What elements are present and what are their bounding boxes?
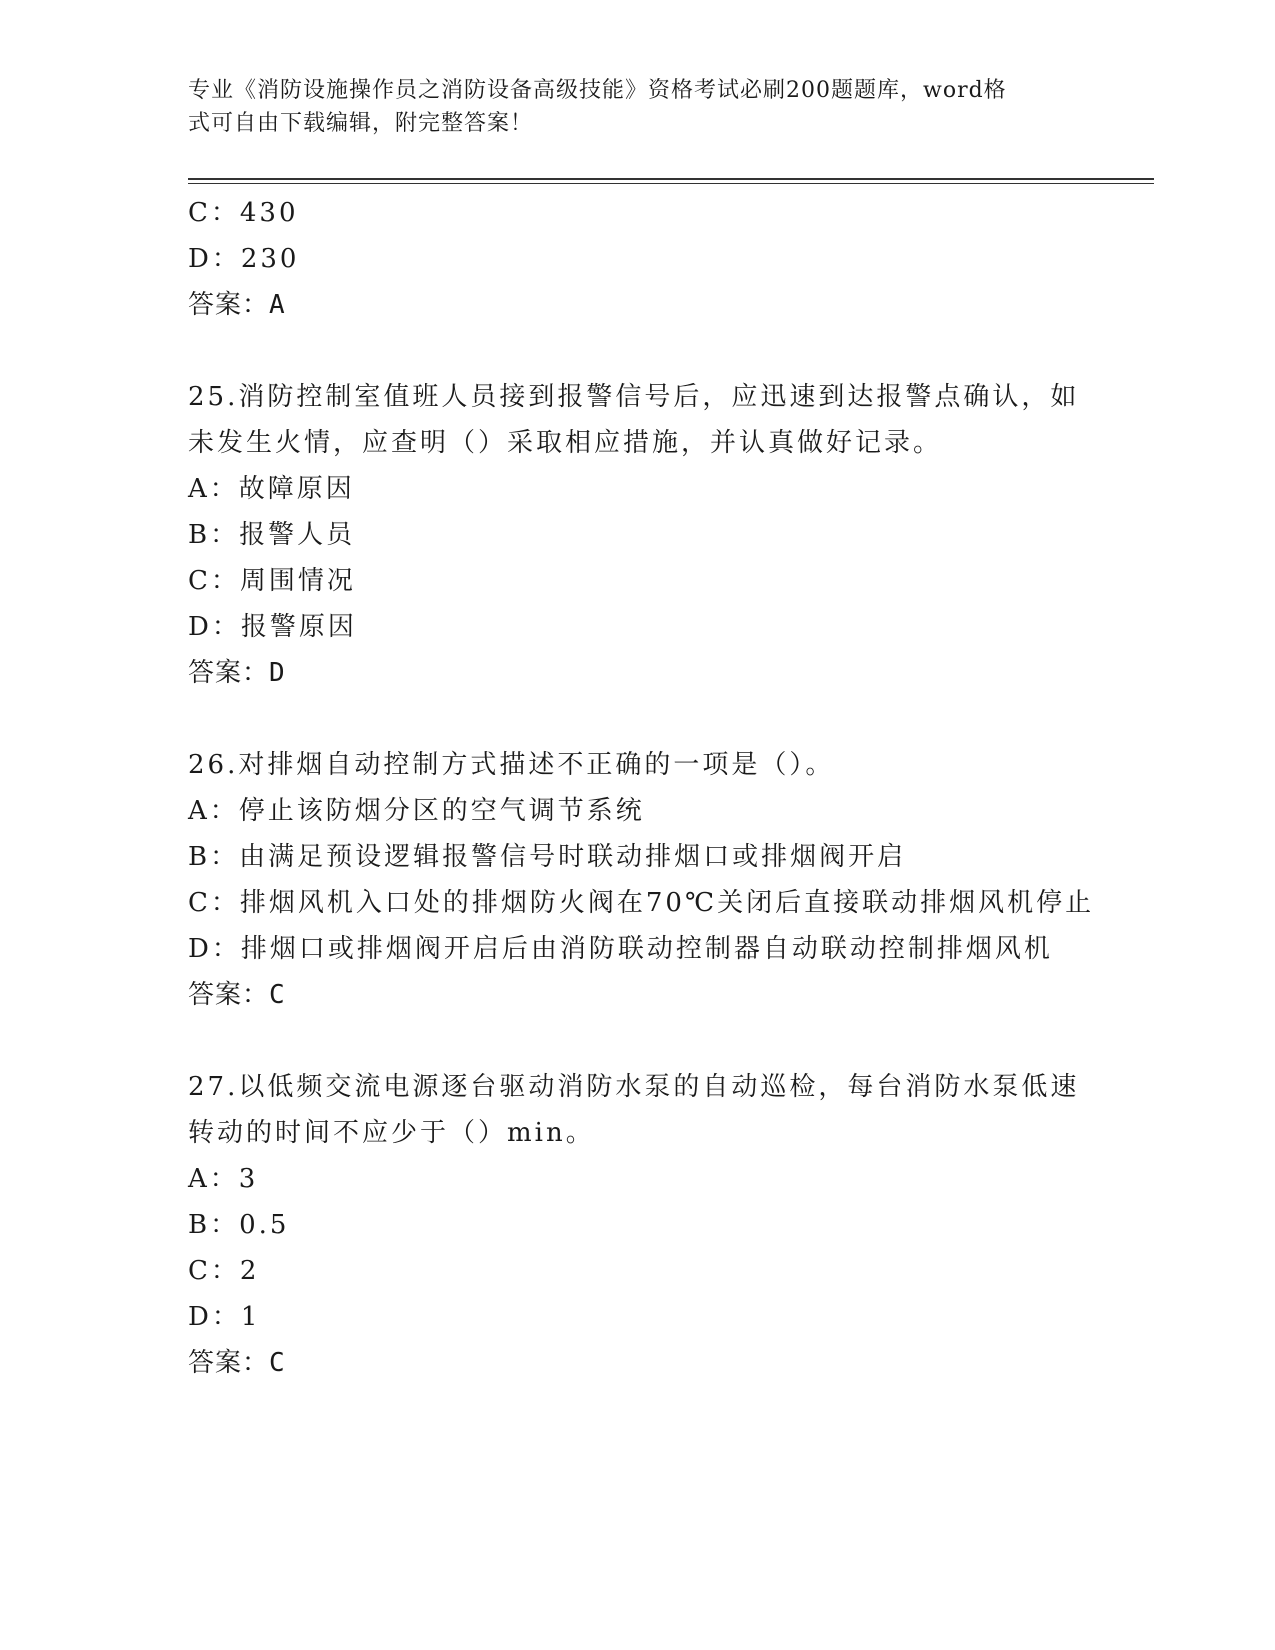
- question-stem-line: 未发生火情，应查明（）采取相应措施，并认真做好记录。: [188, 428, 943, 458]
- spacer: [188, 1018, 1088, 1064]
- option-c: C：排烟风机入口处的排烟防火阀在70℃关闭后直接联动排烟风机停止: [188, 888, 1095, 918]
- option-a: A：停止该防烟分区的空气调节系统: [188, 796, 645, 826]
- header-divider-thick: [188, 178, 1154, 180]
- option-b: B：由满足预设逻辑报警信号时联动排烟口或排烟阀开启: [188, 842, 907, 872]
- option-b: B：报警人员: [188, 520, 356, 550]
- document-header: [188, 74, 1068, 140]
- question-stem-line: 25.消防控制室值班人员接到报警信号后，应迅速到达报警点确认，如: [188, 382, 1080, 412]
- question-stem-line: 26.对排烟自动控制方式描述不正确的一项是（）。: [188, 750, 835, 780]
- option-a: A：故障原因: [188, 474, 355, 504]
- question-25: [188, 374, 1088, 696]
- option-c: C：2: [188, 1256, 260, 1286]
- option-c: C：430: [188, 198, 299, 228]
- option-d: D：1: [188, 1302, 261, 1332]
- question-27: [188, 1064, 1088, 1386]
- question-list: [188, 190, 1095, 1386]
- spacer: [188, 328, 1088, 374]
- question-continued: [188, 190, 1088, 328]
- question-stem-line: 27.以低频交流电源逐台驱动消防水泵的自动巡检，每台消防水泵低速: [188, 1072, 1080, 1102]
- option-d: D：排烟口或排烟阀开启后由消防联动控制器自动联动控制排烟风机: [188, 934, 1053, 964]
- spacer: [188, 696, 1088, 742]
- answer-line: 答案：C: [188, 980, 286, 1010]
- question-26: [188, 742, 1095, 1018]
- option-c: C：周围情况: [188, 566, 356, 596]
- header-line-2: 式可自由下载编辑，附完整答案！: [188, 111, 534, 136]
- answer-line: 答案：A: [188, 290, 286, 320]
- header-line-1: 专业《消防设施操作员之消防设备高级技能》资格考试必刷200题题库，word格: [188, 78, 1007, 103]
- question-stem-line: 转动的时间不应少于（）min。: [188, 1118, 595, 1148]
- option-b: B：0.5: [188, 1210, 290, 1240]
- option-d: D：报警原因: [188, 612, 357, 642]
- header-divider-thin: [188, 183, 1154, 184]
- option-a: A：3: [188, 1164, 259, 1194]
- answer-line: 答案：C: [188, 1348, 286, 1378]
- option-d: D：230: [188, 244, 300, 274]
- answer-line: 答案：D: [188, 658, 286, 688]
